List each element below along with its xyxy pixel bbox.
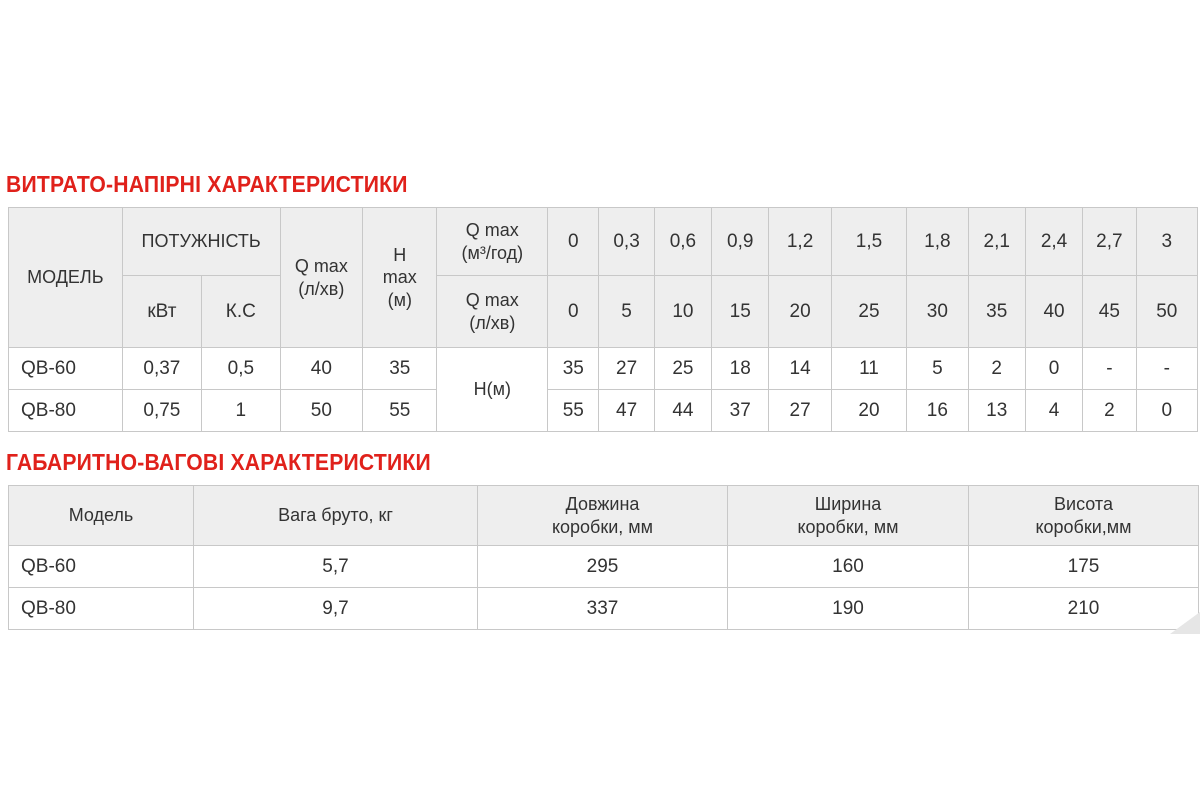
model-cell: QB-60 — [9, 348, 123, 390]
table-row — [9, 348, 1198, 390]
performance-table — [8, 207, 1198, 432]
head-cell: 11 — [831, 348, 906, 390]
dimensions-header-row — [9, 486, 1199, 546]
header-length: Довжина коробки, мм — [478, 486, 728, 546]
table-row — [9, 546, 1199, 588]
head-cell: 2 — [968, 348, 1025, 390]
qmax-cell: 40 — [280, 348, 362, 390]
hp-cell: 1 — [202, 390, 280, 432]
flow-m3-cell: 0,6 — [654, 208, 711, 276]
length-cell: 295 — [478, 546, 728, 588]
header-height: Висота коробки,мм — [969, 486, 1199, 546]
head-cell: 47 — [599, 390, 654, 432]
flow-m3-cell: 3 — [1136, 208, 1197, 276]
flow-lmin-cell: 40 — [1025, 276, 1082, 348]
flow-lmin-cell: 25 — [831, 276, 906, 348]
flow-lmin-cell: 35 — [968, 276, 1025, 348]
height-cell: 175 — [969, 546, 1199, 588]
model-cell: QB-80 — [9, 588, 194, 630]
dimensions-table — [8, 485, 1199, 630]
head-cell: 14 — [769, 348, 831, 390]
header-width: Ширина коробки, мм — [728, 486, 969, 546]
kw-cell: 0,37 — [122, 348, 201, 390]
head-cell: 37 — [712, 390, 769, 432]
header-kw: кВт — [122, 276, 201, 348]
head-cell: 27 — [599, 348, 654, 390]
table-row — [9, 588, 1199, 630]
head-cell: 5 — [907, 348, 968, 390]
flow-m3-cell: 2,7 — [1083, 208, 1136, 276]
height-cell: 210 — [969, 588, 1199, 630]
header-model: МОДЕЛЬ — [9, 208, 123, 348]
head-cell: 0 — [1136, 390, 1197, 432]
flow-m3-cell: 0,9 — [712, 208, 769, 276]
flow-m3-cell: 1,2 — [769, 208, 831, 276]
dimensions-title: ГАБАРИТНО-ВАГОВІ ХАРАКТЕРИСТИКИ — [6, 449, 431, 475]
head-cell: 18 — [712, 348, 769, 390]
flow-m3-cell: 0,3 — [599, 208, 654, 276]
header-weight: Вага бруто, кг — [194, 486, 478, 546]
head-cell: 35 — [548, 348, 599, 390]
header-row-flow-m3 — [9, 208, 1198, 276]
flow-m3-cell: 1,5 — [831, 208, 906, 276]
model-cell: QB-80 — [9, 390, 123, 432]
header-model: Модель — [9, 486, 194, 546]
head-cell: 27 — [769, 390, 831, 432]
head-cell: 13 — [968, 390, 1025, 432]
head-cell: 55 — [548, 390, 599, 432]
head-cell: 44 — [654, 390, 711, 432]
flow-lmin-cell: 10 — [654, 276, 711, 348]
head-cell: - — [1083, 348, 1136, 390]
flow-lmin-cell: 5 — [599, 276, 654, 348]
flow-m3-cell: 0 — [548, 208, 599, 276]
header-qmax-m3: Q max (м³/год) — [437, 208, 548, 276]
hmax-cell: 55 — [363, 390, 437, 432]
head-cell: 20 — [831, 390, 906, 432]
kw-cell: 0,75 — [122, 390, 201, 432]
head-label: H(м) — [437, 348, 548, 432]
header-hp: К.С — [202, 276, 280, 348]
hmax-cell: 35 — [363, 348, 437, 390]
head-cell: 2 — [1083, 390, 1136, 432]
qmax-cell: 50 — [280, 390, 362, 432]
flow-lmin-cell: 50 — [1136, 276, 1197, 348]
weight-cell: 5,7 — [194, 546, 478, 588]
header-row-flow-lmin — [9, 276, 1198, 348]
head-cell: 0 — [1025, 348, 1082, 390]
header-power: ПОТУЖНІСТЬ — [122, 208, 280, 276]
flow-lmin-cell: 0 — [548, 276, 599, 348]
flow-m3-cell: 2,1 — [968, 208, 1025, 276]
flow-lmin-cell: 15 — [712, 276, 769, 348]
head-cell: 25 — [654, 348, 711, 390]
flow-m3-cell: 2,4 — [1025, 208, 1082, 276]
length-cell: 337 — [478, 588, 728, 630]
width-cell: 190 — [728, 588, 969, 630]
head-cell: - — [1136, 348, 1197, 390]
flow-m3-cell: 1,8 — [907, 208, 968, 276]
width-cell: 160 — [728, 546, 969, 588]
header-qmax: Q max (л/хв) — [280, 208, 362, 348]
header-hmax: H max (м) — [363, 208, 437, 348]
performance-title: ВИТРАТО-НАПІРНІ ХАРАКТЕРИСТИКИ — [6, 171, 408, 197]
weight-cell: 9,7 — [194, 588, 478, 630]
hp-cell: 0,5 — [202, 348, 280, 390]
page-corner-decoration — [1170, 612, 1200, 634]
flow-lmin-cell: 45 — [1083, 276, 1136, 348]
head-cell: 16 — [907, 390, 968, 432]
flow-lmin-cell: 20 — [769, 276, 831, 348]
head-cell: 4 — [1025, 390, 1082, 432]
flow-lmin-cell: 30 — [907, 276, 968, 348]
header-qmax-lmin: Q max (л/хв) — [437, 276, 548, 348]
model-cell: QB-60 — [9, 546, 194, 588]
table-row — [9, 390, 1198, 432]
